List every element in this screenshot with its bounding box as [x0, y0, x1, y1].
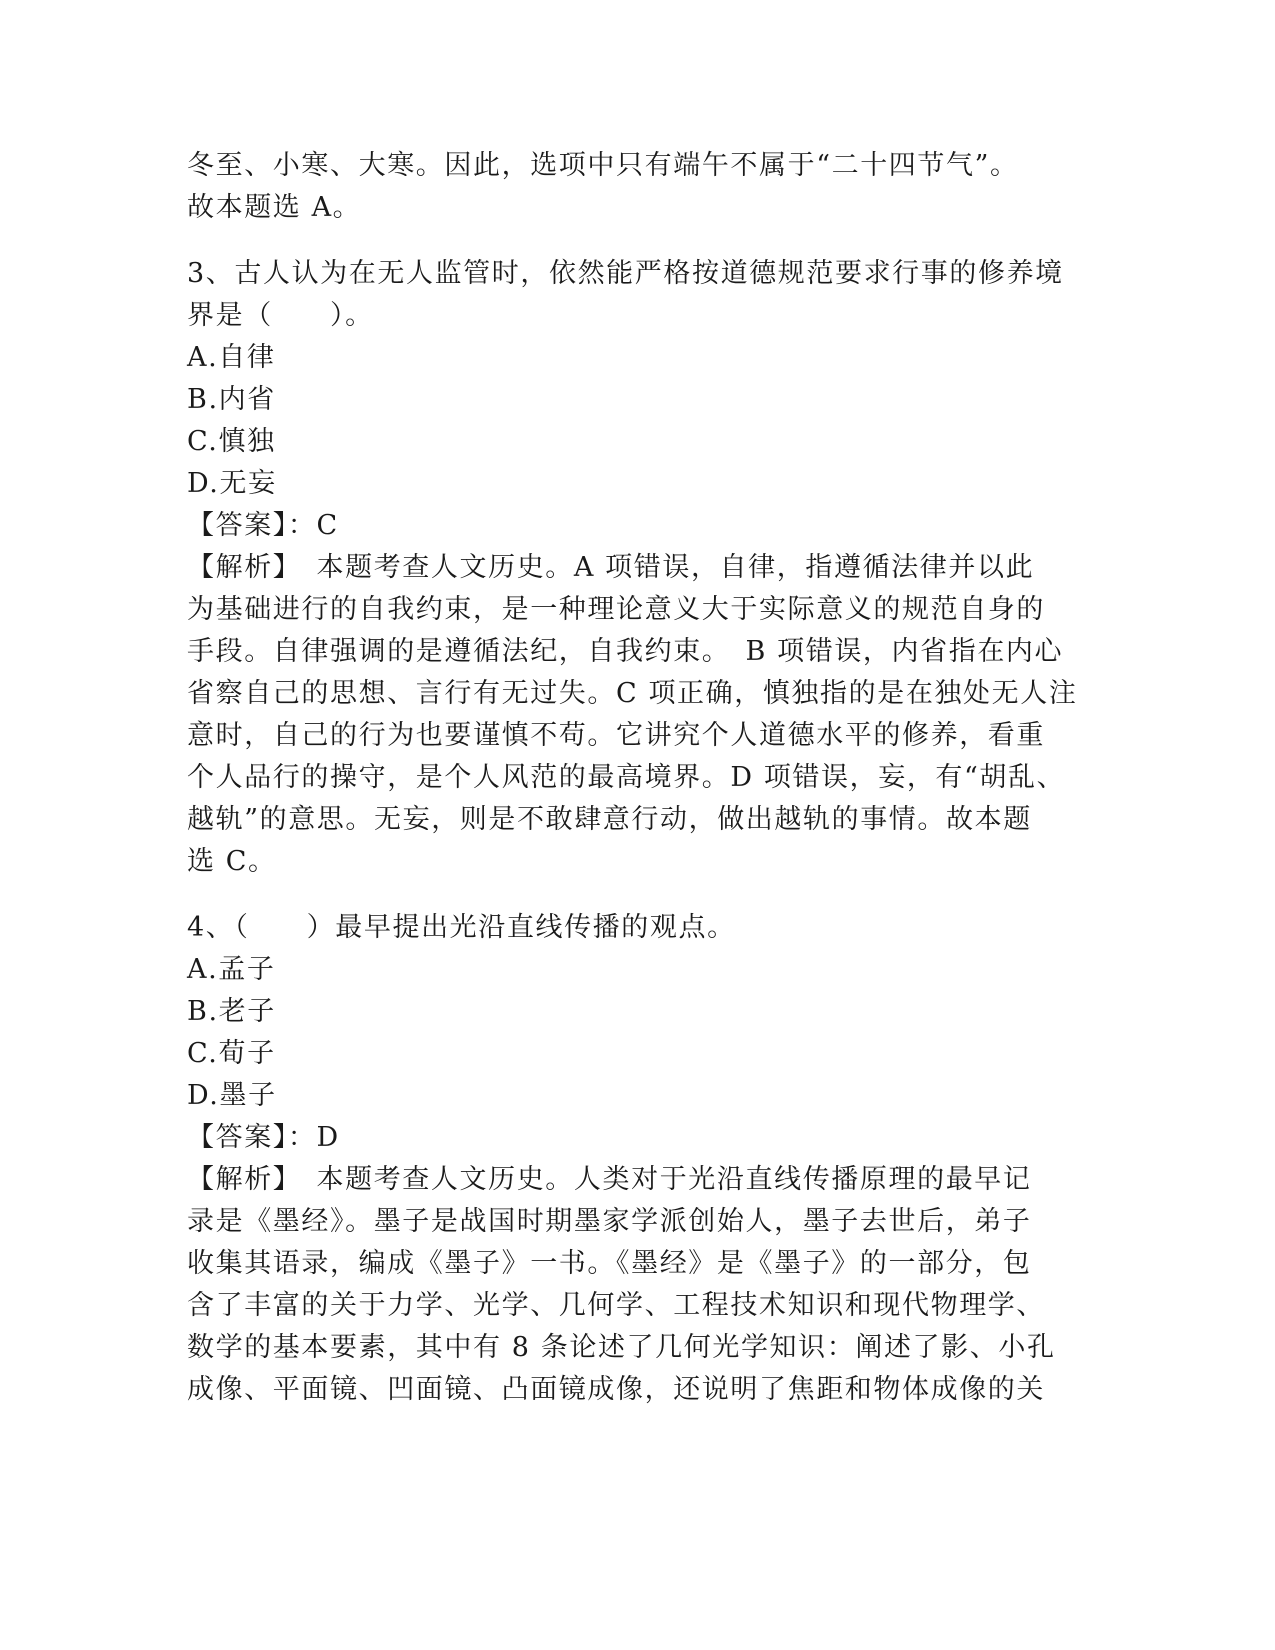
question-3 — [187, 253, 1087, 883]
analysis-line: 手段。自律强调的是遵循法纪，自我约束。 B 项错误，内省指在内心 — [187, 636, 1064, 667]
prev-question-tail — [187, 145, 1087, 229]
answer-line: 【答案】：C — [187, 510, 339, 541]
question-stem: 界是（ ）。 — [187, 300, 374, 331]
option-d: D.墨子 — [187, 1080, 277, 1111]
question-4 — [187, 907, 1087, 1411]
analysis-line: 省察自己的思想、言行有无过失。C 项正确，慎独指的是在独处无人注 — [187, 678, 1078, 709]
option-b: B.老子 — [187, 996, 276, 1027]
analysis-line: 个人品行的操守，是个人风范的最高境界。D 项错误，妄，有“胡乱、 — [187, 762, 1066, 793]
analysis-line: 【解析】 本题考查人文历史。人类对于光沿直线传播原理的最早记 — [187, 1164, 1032, 1195]
analysis-line: 选 C。 — [187, 846, 277, 877]
question-stem: 3、古人认为在无人监管时，依然能严格按道德规范要求行事的修养境 — [187, 258, 1064, 289]
analysis-line: 录是《墨经》。墨子是战国时期墨家学派创始人，墨子去世后，弟子 — [187, 1206, 1032, 1237]
analysis-line: 成像、平面镜、凹面镜、凸面镜成像，还说明了焦距和物体成像的关 — [187, 1374, 1045, 1405]
document-page — [187, 145, 1087, 1411]
analysis-line: 越轨”的意思。无妄，则是不敢肆意行动，做出越轨的事情。故本题 — [187, 804, 1032, 835]
text-line: 故本题选 A。 — [187, 192, 362, 223]
option-a: A.自律 — [187, 342, 276, 373]
option-a: A.孟子 — [187, 954, 276, 985]
analysis-line: 意时，自己的行为也要谨慎不苟。它讲究个人道德水平的修养，看重 — [187, 720, 1045, 751]
option-b: B.内省 — [187, 384, 276, 415]
question-stem: 4、（ ）最早提出光沿直线传播的观点。 — [187, 912, 736, 943]
analysis-line: 【解析】 本题考查人文历史。A 项错误，自律，指遵循法律并以此 — [187, 552, 1035, 583]
analysis-line: 为基础进行的自我约束，是一种理论意义大于实际意义的规范自身的 — [187, 594, 1045, 625]
analysis-line: 数学的基本要素，其中有 8 条论述了几何光学知识：阐述了影、小孔 — [187, 1332, 1056, 1363]
option-d: D.无妄 — [187, 468, 277, 499]
answer-line: 【答案】：D — [187, 1122, 340, 1153]
option-c: C.荀子 — [187, 1038, 276, 1069]
analysis-line: 收集其语录，编成《墨子》一书。《墨经》是《墨子》的一部分，包 — [187, 1248, 1032, 1279]
option-c: C.慎独 — [187, 426, 276, 457]
analysis-line: 含了丰富的关于力学、光学、几何学、工程技术知识和现代物理学、 — [187, 1290, 1045, 1321]
text-line: 冬至、小寒、大寒。因此，选项中只有端午不属于“二十四节气”。 — [187, 150, 1019, 181]
